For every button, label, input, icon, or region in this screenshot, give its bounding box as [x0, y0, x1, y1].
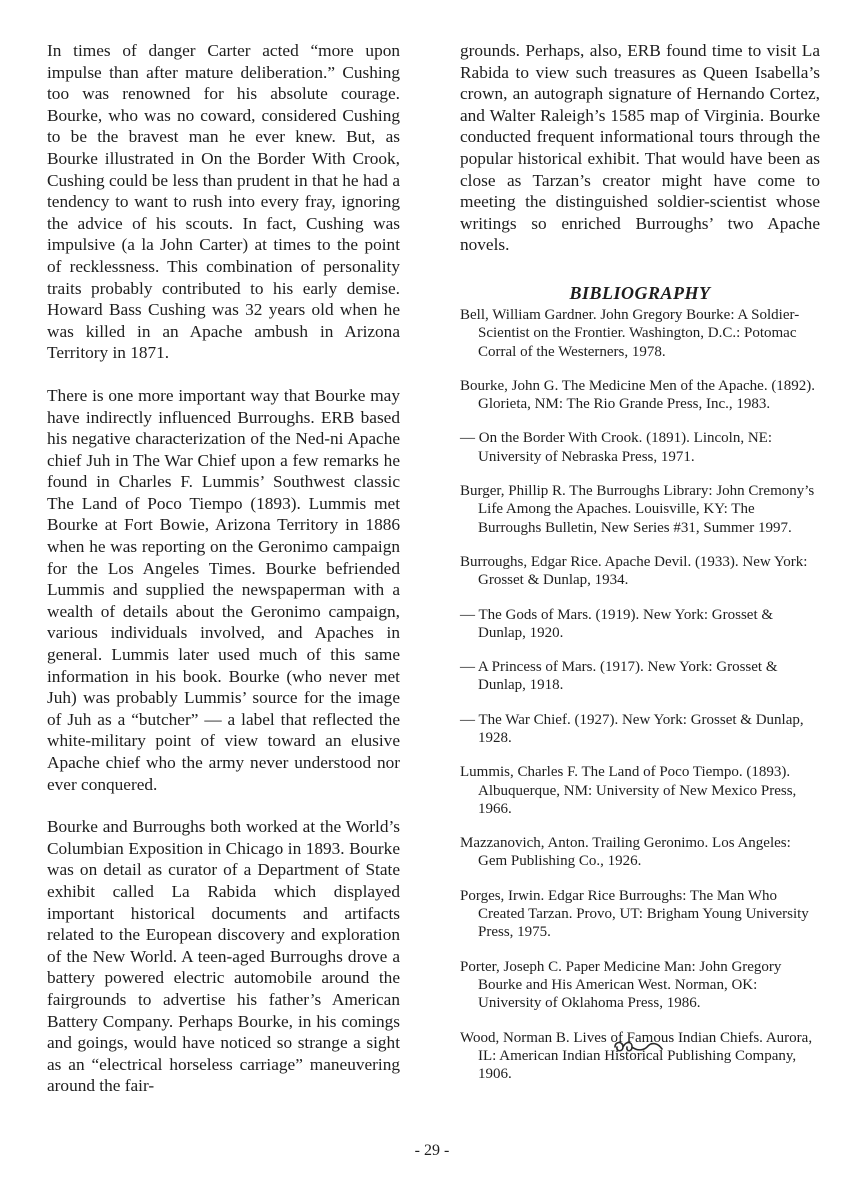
- bibliography-entry: Wood, Norman B. Lives of Famous Indian Chiefs. Aurora, IL: American Indian Historical Publishing Company, 1906.: [460, 1029, 813, 1083]
- bibliography-entry: Bourke, John G. The Medicine Men of the Apache. (1892). Glorieta, NM: The Rio Grande Press, Inc., 1983.: [460, 377, 816, 413]
- bibliography-entry: Porter, Joseph C. Paper Medicine Man: John Gregory Bourke and His American West. Norman, OK: University of Oklahoma Press, 1986.: [460, 958, 782, 1012]
- bibliography-entry: Burroughs, Edgar Rice. Apache Devil. (1933). New York: Grosset & Dunlap, 1934.: [460, 553, 808, 589]
- left-column: [47, 40, 400, 1097]
- body-paragraph: grounds. Perhaps, also, ERB found time to visit La Rabida to view such treasures as Queen Isabella’s crown, an autograph signature of Hernando Cortez, and Walter Raleigh’s 1585 map of Virginia. Bourke conducted frequent informational tours through the popular historical exhibit. That would have been as close as Tarzan’s creator might have come to meeting the distinguished soldier-scientist whose writings so enriched Burroughs’ two Apache novels.: [460, 41, 820, 255]
- page-number: - 29 -: [414, 1142, 450, 1159]
- body-paragraph: In times of danger Carter acted “more upon impulse than after mature deliberation.” Cushing too was renowned for his absolute courage. Bourke, who was no coward, considered Cushing to be the bravest man he ever knew. But, as Bourke illustrated in On the Border With Crook, Cushing could be less than prudent in that he had a tendency to want to rush into every fray, ignoring the advice of his scouts. In fact, Cushing was impulsive (a la John Carter) at times to the point of recklessness. This combination of personality traits probably contributed to his early demise. Howard Bass Cushing was 32 years old when he was killed in an Apache ambush in Arizona Territory in 1871.: [47, 41, 400, 363]
- bibliography-entry: — The War Chief. (1927). New York: Grosset & Dunlap, 1928.: [460, 711, 804, 746]
- bibliography-entry: — A Princess of Mars. (1917). New York: Grosset & Dunlap, 1918.: [460, 659, 778, 694]
- right-column: [460, 40, 820, 1099]
- bibliography-entry: Lummis, Charles F. The Land of Poco Tiempo. (1893). Albuquerque, NM: University of New Mexico Press, 1966.: [460, 764, 797, 817]
- bibliography-entry: Porges, Irwin. Edgar Rice Burroughs: The Man Who Created Tarzan. Provo, UT: Brigham Young University Press, 1975.: [460, 887, 809, 941]
- bibliography-entry: Bell, William Gardner. John Gregory Bourke: A Soldier-Scientist on the Frontier. Washington, D.C.: Potomac Corral of the Westerners, 1978.: [460, 306, 800, 360]
- bibliography-entry: Mazzanovich, Anton. Trailing Geronimo. Los Angeles: Gem Publishing Co., 1926.: [460, 835, 791, 870]
- flourish-ornament-icon: [612, 1037, 664, 1057]
- bibliography-entry: Burger, Phillip R. The Burroughs Library: John Cremony’s Life Among the Apaches. Louisville, KY: The Burroughs Bulletin, New Series #31, Summer 1997.: [460, 483, 815, 536]
- bibliography-list: [460, 306, 820, 1084]
- body-paragraph: Bourke and Burroughs both worked at the World’s Columbian Exposition in Chicago in 1893. Bourke was on detail as curator of a Department of State exhibit called La Rabida which displayed important historical documents and artifacts related to the European discovery and exploration of the New World. A teen-aged Burroughs drove a battery powered electric automobile around the fairgrounds to advertise his father’s American Battery Company. Perhaps Bourke, in his comings and goings, would have noticed so strange a sight as an “electrical horseless carriage” maneuvering around the fair-: [47, 817, 400, 1096]
- bibliography-heading: BIBLIOGRAPHY: [569, 282, 711, 303]
- bibliography-entry: — On the Border With Crook. (1891). Lincoln, NE: University of Nebraska Press, 1971.: [460, 430, 772, 465]
- bibliography-entry: — The Gods of Mars. (1919). New York: Grosset & Dunlap, 1920.: [460, 606, 774, 641]
- body-paragraph: There is one more important way that Bourke may have indirectly influenced Burroughs. ERB based his negative characterization of the Ned-ni Apache chief Juh in The War Chief upon a few remarks he found in Charles F. Lummis’ Southwest classic The Land of Poco Tiempo (1893). Lummis met Bourke at Fort Bowie, Arizona Territory in 1886 when he was reporting on the Geronimo campaign for the Los Angeles Times. Bourke befriended Lummis and supplied the newspaperman with a wealth of details about the Geronimo campaign, various individuals involved, and Apaches in general. Lummis later used much of this same information in his book. Bourke (who never met Juh) was probably Lummis’ source for the image of Juh as a “butcher” — a label that reflected the white-military point of view toward an elusive Apache chief who the army never understood nor ever conquered.: [47, 385, 400, 794]
